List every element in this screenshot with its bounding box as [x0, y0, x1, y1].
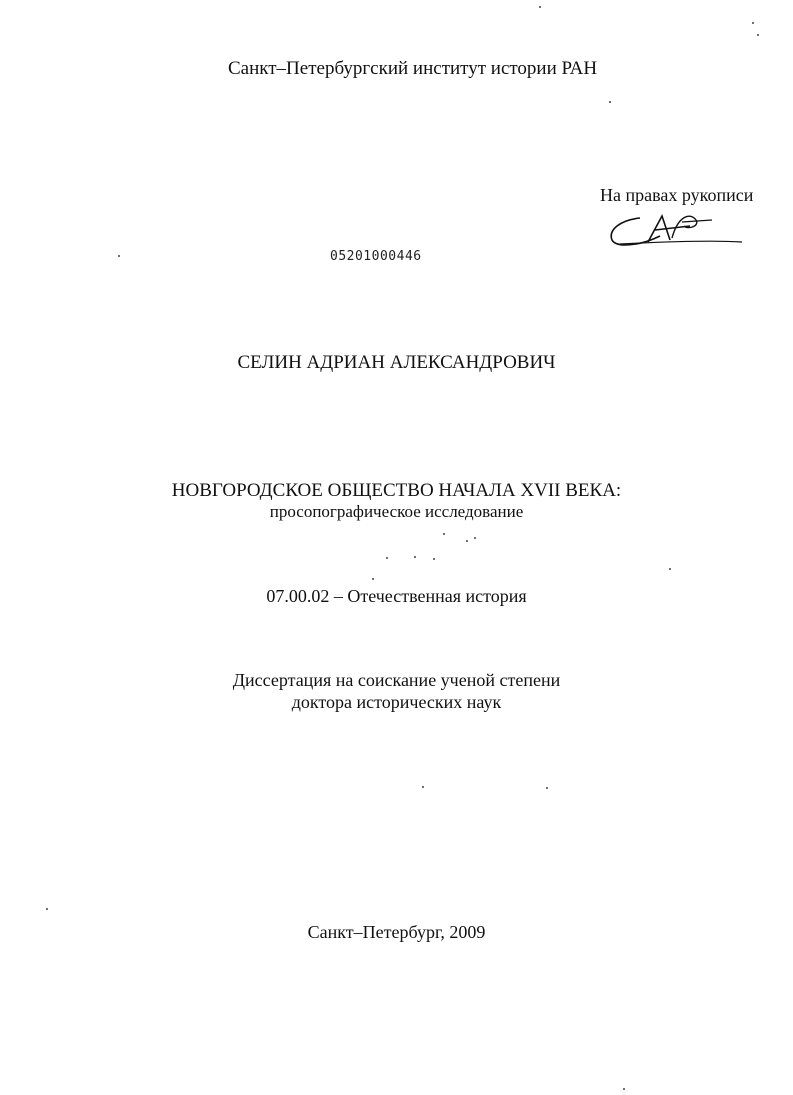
scan-speck: [46, 908, 48, 910]
degree-statement: Диссертация на соискание ученой степени: [232, 670, 561, 690]
scan-speck: [414, 556, 416, 558]
scan-speck: [422, 786, 424, 788]
scan-speck: [372, 578, 374, 580]
dissertation-subtitle: просопографическое исследование: [269, 502, 524, 521]
scan-speck: [466, 540, 468, 542]
degree-name: доктора исторических наук: [291, 692, 502, 712]
scan-speck: [443, 533, 445, 535]
scan-speck: [757, 34, 759, 36]
archive-number: 05201000446: [330, 249, 422, 264]
specialty-code: 07.00.02 – Отечественная история: [266, 586, 527, 606]
scan-speck: [609, 101, 611, 103]
scan-speck: [669, 568, 671, 570]
manuscript-rights-label: На правах рукописи: [600, 185, 754, 205]
institute-name: Санкт–Петербургский институт истории РАН: [228, 58, 598, 79]
scan-speck: [474, 537, 476, 539]
dissertation-title: НОВГОРОДСКОЕ ОБЩЕСТВО НАЧАЛА XVII ВЕКА:: [171, 480, 622, 501]
scan-speck: [546, 787, 548, 789]
scan-speck: [433, 558, 435, 560]
scan-speck: [539, 6, 541, 8]
scan-speck: [623, 1088, 625, 1090]
scan-speck: [752, 22, 754, 24]
city-year: Санкт–Петербург, 2009: [307, 922, 486, 942]
scan-speck: [386, 557, 388, 559]
author-name: СЕЛИН АДРИАН АЛЕКСАНДРОВИЧ: [237, 352, 556, 373]
scan-speck: [118, 255, 120, 257]
signature-icon: [600, 206, 750, 256]
